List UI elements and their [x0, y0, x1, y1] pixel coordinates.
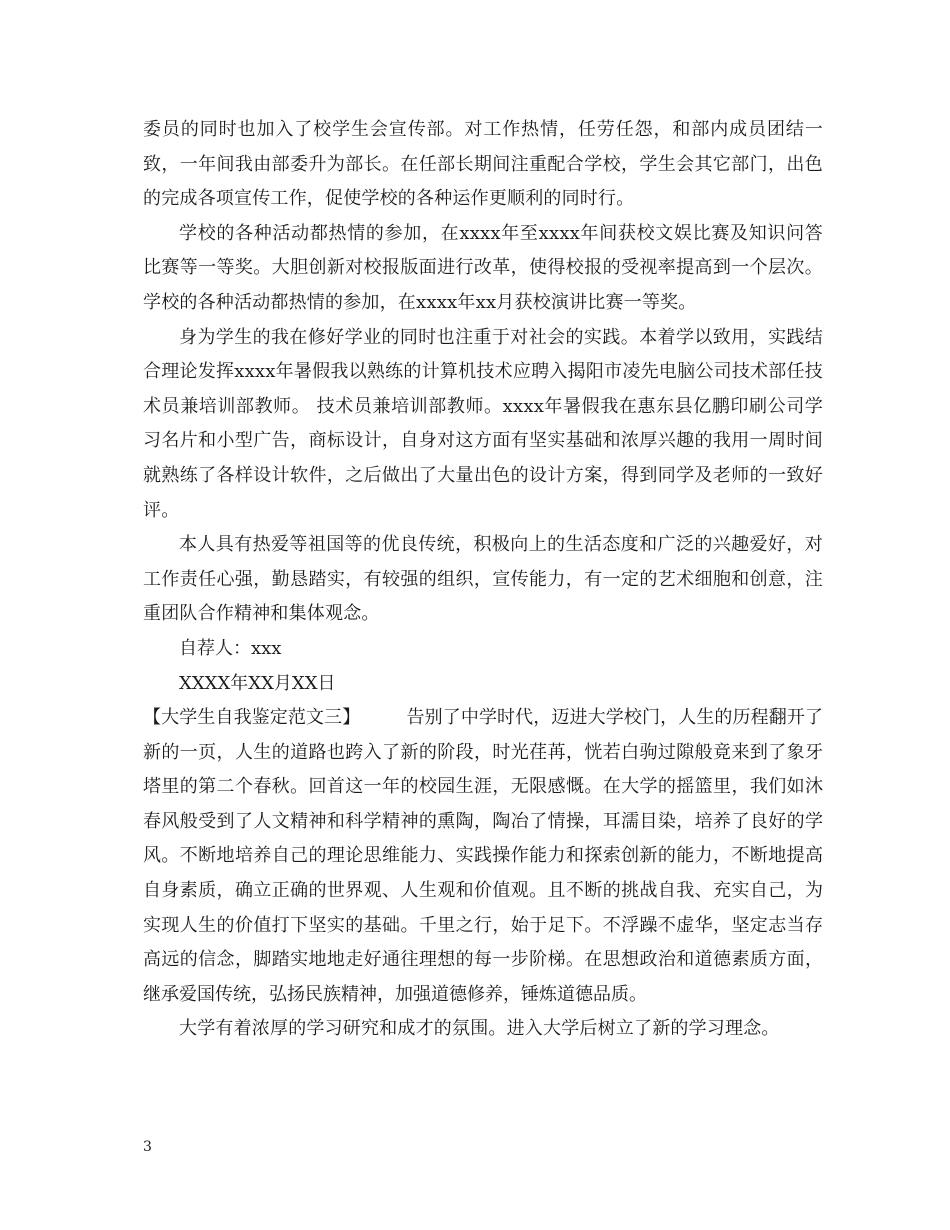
date-line: XXXX年XX月XX日: [179, 672, 336, 694]
section-first-paragraph: 告别了中学时代，迈进大学校门，人生的历程翻开了新的一页，人生的道路也跨入了新的阶段，时光荏苒，恍若白驹过隙般竟来到了象牙塔里的第二个春秋。回首这一年的校园生涯，无限感慨。在大学的摇篮里，我们如沐春风般受到了人文精神和科学精神的熏陶，陶冶了情操，耳濡目染，培养了良好的学风。不断地培养自己的理论思维能力、实践操作能力和探索创新的能力，不断地提高自身素质，确立正确的世界观、人生观和价值观。且不断的挑战自我、充实自己，为实现人生的价值打下坚实的基础。千里之行，始于足下。不浮躁不虚华，坚定志当存高远的信念，脚踏实地地走好通往理想的每一步阶梯。在思想政治和道德素质方面，继承爱国传统，弘扬民族精神，加强道德修养，锤炼道德品质。: [143, 707, 824, 1005]
signature-line: 自荐人：xxx: [179, 637, 282, 659]
document-body: [143, 113, 823, 1047]
section-three-paragraph: [143, 701, 823, 1012]
section-heading: 【大学生自我鉴定范文三】: [143, 707, 361, 729]
paragraph-school-activities: 学校的各种活动都热情的参加，在xxxx年至xxxx年间获校文娱比赛及知识问答比赛等一等奖。大胆创新对校报版面进行改革，使得校报的受视率提高到一个层次。学校的各种活动都热情的参加，在xxxx年xx月获校演讲比赛一等奖。: [143, 222, 823, 313]
paragraph-student-union: 委员的同时也加入了校学生会宣传部。对工作热情，任劳任怨，和部内成员团结一致，一年间我由部委升为部长。在任部长期间注重配合学校，学生会其它部门，出色的完成各项宣传工作，促使学校的各种运作更顺利的同时行。: [143, 119, 823, 210]
page-number: 3: [143, 1139, 152, 1155]
paragraph-social-practice: 身为学生的我在修好学业的同时也注重于对社会的实践。本着学以致用，实践结合理论发挥xxxx年暑假我以熟练的计算机技术应聘入揭阳市凌先电脑公司技术部任技术员兼培训部教师。 技术员兼培训部教师。xxxx年暑假我在惠东县亿鹏印刷公司学习名片和小型广告，商标设计，自身对这方面有坚实基础和浓厚兴趣的我用一周时间就熟练了各样设计软件，之后做出了大量出色的设计方案，得到同学及老师的一致好评。: [143, 326, 823, 521]
paragraph-study-atmosphere: 大学有着浓厚的学习研究和成才的氛围。进入大学后树立了新的学习理念。: [179, 1018, 780, 1040]
paragraph-personal-qualities: 本人具有热爱等祖国等的优良传统，积极向上的生活态度和广泛的兴趣爱好，对工作责任心强，勤恳踏实，有较强的组织，宣传能力，有一定的艺术细胞和创意，注重团队合作精神和集体观念。: [143, 534, 823, 625]
